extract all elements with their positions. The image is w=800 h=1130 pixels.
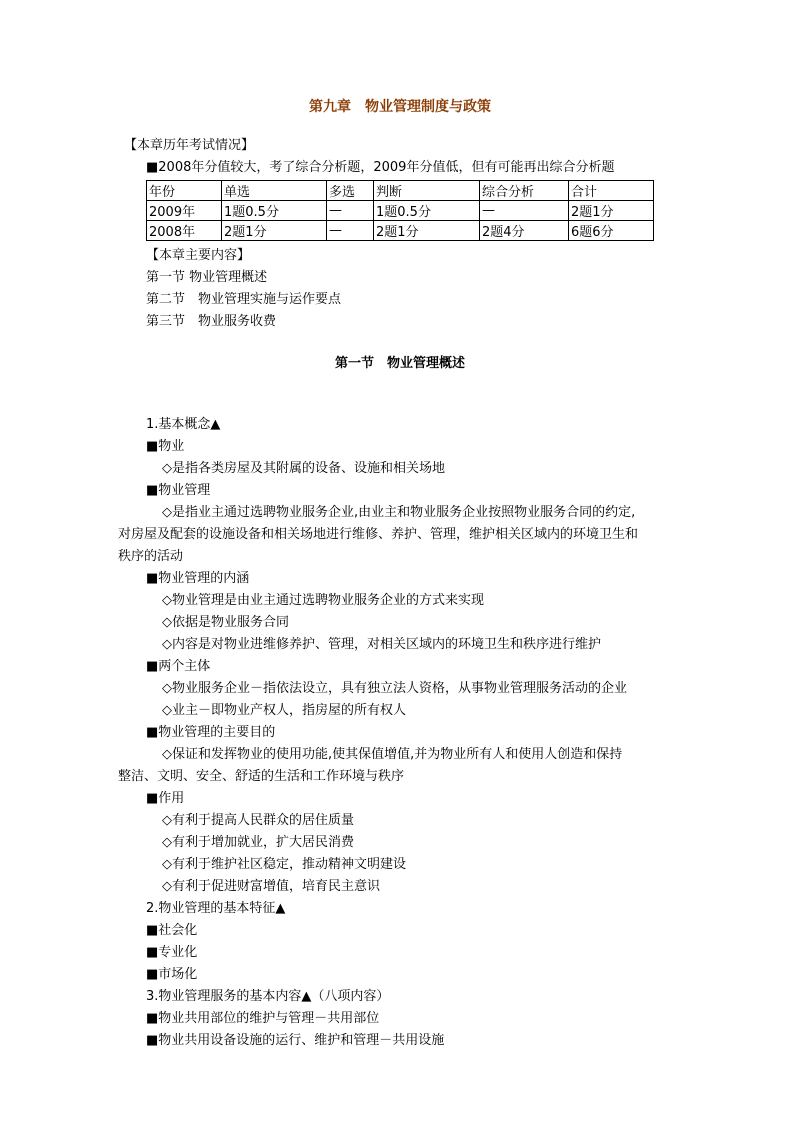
sub-item: ◇有利于提高人民群众的居住质量 [162,813,354,828]
main-content-header: 【本章主要内容】 [146,248,251,263]
bullet-heading: ■两个主体 [146,659,211,674]
section-list-item: 第一节 物业管理概述 [146,270,268,285]
sub-item: ◇有利于增加就业，扩大居民消费 [162,835,354,850]
bullet-heading: ■物业管理的内涵 [146,571,250,586]
table-cell: 2题1分 [569,201,654,221]
table-cell: 2题4分 [480,221,569,241]
sub-item: ◇有利于维护社区稳定，推动精神文明建设 [162,857,406,872]
table-cell: 6题6分 [569,221,654,241]
table-header-cell: 多选 [327,181,374,201]
exam-score-table [146,180,654,241]
chapter-title: 第九章 物业管理制度与政策 [309,99,491,115]
heading-item: 3.物业管理服务的基本内容▲（八项内容） [146,989,390,1004]
table-cell: 2题1分 [222,221,327,241]
bullet-heading: ■社会化 [146,923,198,938]
bullet-heading: ■物业管理 [146,483,211,498]
sub-item: ◇是指业主通过选聘物业服务企业,由业主和物业服务企业按照物业服务合同的约定, [162,505,636,520]
table-cell: — [327,201,374,221]
bullet-heading: ■物业共用设备设施的运行、维护和管理－共用设施 [146,1033,445,1048]
section-list-item: 第三节 物业服务收费 [146,314,277,329]
table-cell: 2题1分 [374,221,480,241]
table-header-cell: 判断 [374,181,480,201]
table-header-row [147,181,654,201]
table-cell: 2008年 [147,221,222,241]
paragraph-continuation: 整洁、文明、安全、舒适的生活和工作环境与秩序 [118,769,405,784]
table-header-cell: 年份 [147,181,222,201]
table-cell: 2009年 [147,201,222,221]
sub-item: ◇物业管理是由业主通过选聘物业服务企业的方式来实现 [162,593,484,608]
bullet-heading: ■物业管理的主要目的 [146,725,276,740]
table-cell: 1题0.5分 [222,201,327,221]
table-cell: — [327,221,374,241]
table-header-cell: 综合分析 [480,181,569,201]
bullet-heading: ■物业 [146,439,185,454]
paragraph-continuation: 对房屋及配套的设施设备和相关场地进行维修、养护、管理，维护相关区域内的环境卫生和 [118,527,639,542]
heading-item: 1.基本概念▲ [146,417,221,432]
sub-item: ◇内容是对物业进维修养护、管理，对相关区域内的环境卫生和秩序进行维护 [162,637,601,652]
sub-item: ◇业主－即物业产权人，指房屋的所有权人 [162,703,406,718]
sub-item: ◇是指各类房屋及其附属的设备、设施和相关场地 [162,461,445,476]
table-row [147,221,654,241]
sub-item: ◇依据是物业服务合同 [162,615,289,630]
paragraph-continuation: 秩序的活动 [118,549,184,564]
heading-item: 2.物业管理的基本特征▲ [146,901,286,916]
table-header-cell: 合计 [569,181,654,201]
table-header-cell: 单选 [222,181,327,201]
table-cell: — [480,201,569,221]
bullet-heading: ■物业共用部位的维护与管理－共用部位 [146,1011,380,1026]
sub-item: ◇物业服务企业－指依法设立，具有独立法人资格，从事物业管理服务活动的企业 [162,681,627,696]
sub-item: ◇有利于促进财富增值，培育民主意识 [162,879,380,894]
exam-note: ■2008年分值较大，考了综合分析题，2009年分值低，但有可能再出综合分析题 [146,160,615,175]
bullet-heading: ■作用 [146,791,185,806]
section-title: 第一节 物业管理概述 [334,356,465,371]
table-cell: 1题0.5分 [374,201,480,221]
bullet-heading: ■市场化 [146,967,198,982]
exam-header: 【本章历年考试情况】 [124,138,255,153]
bullet-heading: ■专业化 [146,945,198,960]
table-row [147,201,654,221]
section-list-item: 第二节 物业管理实施与运作要点 [146,292,342,307]
sub-item: ◇保证和发挥物业的使用功能,使其保值增值,并为物业所有人和使用人创造和保持 [162,747,623,762]
